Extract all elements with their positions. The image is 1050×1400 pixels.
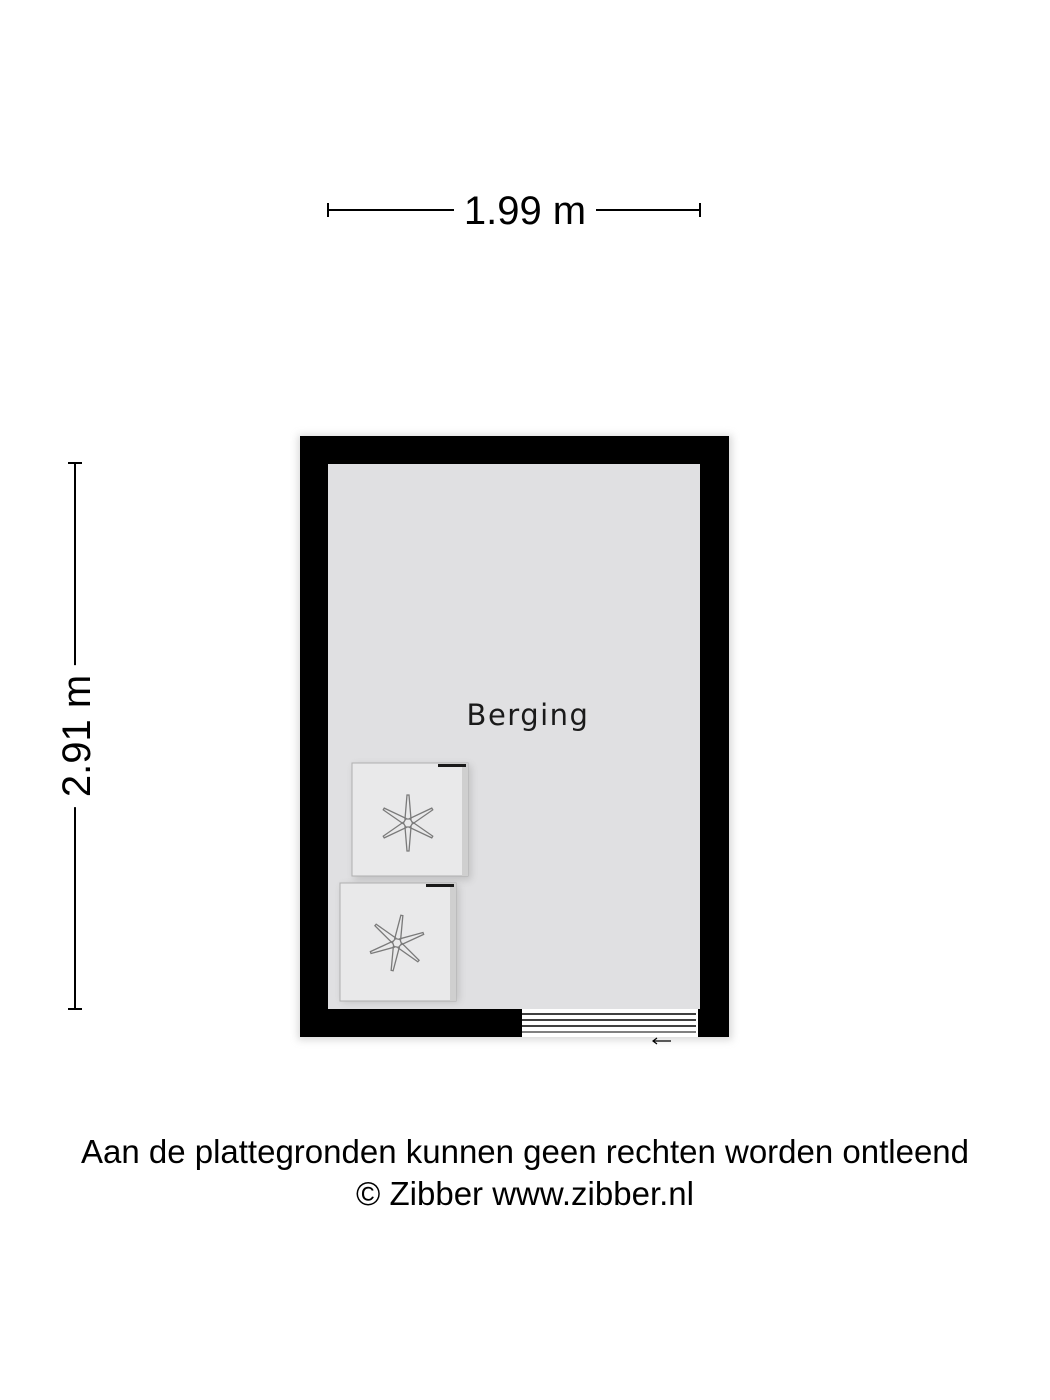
depth-dimension-label: 2.91 m bbox=[54, 665, 100, 807]
width-dimension-label: 1.99 m bbox=[0, 188, 1050, 234]
door bbox=[519, 1009, 698, 1037]
dryer-icon bbox=[340, 883, 459, 1002]
room-name-label: Berging bbox=[466, 698, 590, 732]
floor-plan bbox=[290, 425, 740, 1050]
washing-machine-icon bbox=[352, 763, 471, 880]
disclaimer-text: Aan de plattegronden kunnen geen rechten worden ontleend bbox=[80, 1133, 970, 1170]
copyright-text: © Zibber www.zibber.nl bbox=[356, 1175, 694, 1212]
